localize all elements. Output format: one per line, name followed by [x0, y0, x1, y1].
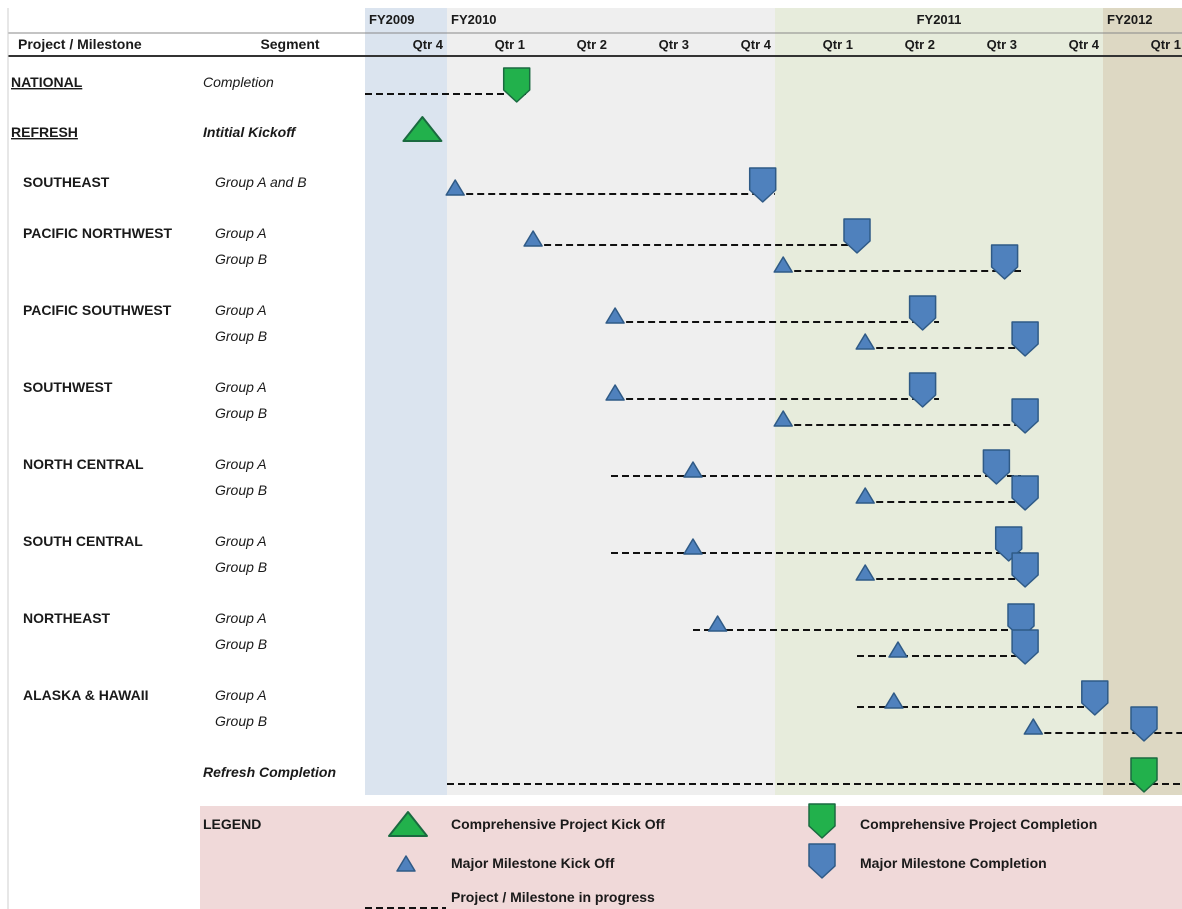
- legend-in-progress-label: Project / Milestone in progress: [451, 889, 655, 905]
- segment-label: Group B: [215, 636, 268, 652]
- project-label: PACIFIC NORTHWEST: [23, 225, 173, 241]
- segment-label: Refresh Completion: [203, 764, 337, 780]
- fy-band-FY2011: [775, 8, 1103, 795]
- segment-label: Intitial Kickoff: [203, 124, 296, 140]
- project-label: NATIONAL: [11, 74, 83, 90]
- fiscal-year-label: FY2012: [1107, 12, 1153, 27]
- segment-label: Group B: [215, 559, 268, 575]
- segment-label: Group A: [215, 379, 267, 395]
- segment-label: Group B: [215, 482, 268, 498]
- segment-label: Group A: [215, 456, 267, 472]
- segment-label: Completion: [203, 74, 274, 90]
- legend-comp-completion-label: Comprehensive Project Completion: [860, 816, 1098, 832]
- legend-comp-kickoff-label: Comprehensive Project Kick Off: [451, 816, 665, 832]
- quarter-label: Qtr 4: [1068, 37, 1099, 52]
- segment-label: Group A: [215, 533, 267, 549]
- quarter-label: Qtr 3: [986, 37, 1017, 52]
- project-label: SOUTHWEST: [23, 379, 113, 395]
- fy-band-FY2010: [447, 8, 775, 795]
- fiscal-year-label: FY2009: [369, 12, 415, 27]
- quarter-label: Qtr 4: [412, 37, 443, 52]
- segment-label: Group B: [215, 713, 268, 729]
- legend-major-completion-label: Major Milestone Completion: [860, 855, 1047, 871]
- segment-label: Group A: [215, 225, 267, 241]
- quarter-label: Qtr 1: [1150, 37, 1181, 52]
- quarter-label: Qtr 1: [494, 37, 525, 52]
- header-segment: Segment: [260, 36, 320, 52]
- segment-label: Group B: [215, 251, 268, 267]
- quarter-label: Qtr 2: [904, 37, 935, 52]
- project-label: NORTHEAST: [23, 610, 111, 626]
- quarter-label: Qtr 4: [740, 37, 771, 52]
- project-label: ALASKA & HAWAII: [23, 687, 149, 703]
- segment-label: Group A: [215, 610, 267, 626]
- quarter-label: Qtr 1: [822, 37, 853, 52]
- project-label: PACIFIC SOUTHWEST: [23, 302, 172, 318]
- segment-label: Group B: [215, 405, 268, 421]
- project-label: NORTH CENTRAL: [23, 456, 144, 472]
- legend-title: LEGEND: [203, 816, 262, 832]
- legend-major-kickoff-label: Major Milestone Kick Off: [451, 855, 615, 871]
- quarter-label: Qtr 2: [576, 37, 607, 52]
- fiscal-year-label: FY2011: [916, 12, 962, 27]
- header-project: Project / Milestone: [18, 36, 142, 52]
- fy-band-FY2012: [1103, 8, 1182, 795]
- segment-label: Group A: [215, 687, 267, 703]
- project-label: SOUTHEAST: [23, 174, 110, 190]
- project-label: REFRESH: [11, 124, 78, 140]
- project-label: SOUTH CENTRAL: [23, 533, 143, 549]
- segment-label: Group A: [215, 302, 267, 318]
- fiscal-year-label: FY2010: [451, 12, 497, 27]
- fy-band-FY2009: [365, 8, 447, 795]
- quarter-label: Qtr 3: [658, 37, 689, 52]
- segment-label: Group B: [215, 328, 268, 344]
- segment-label: Group A and B: [215, 174, 307, 190]
